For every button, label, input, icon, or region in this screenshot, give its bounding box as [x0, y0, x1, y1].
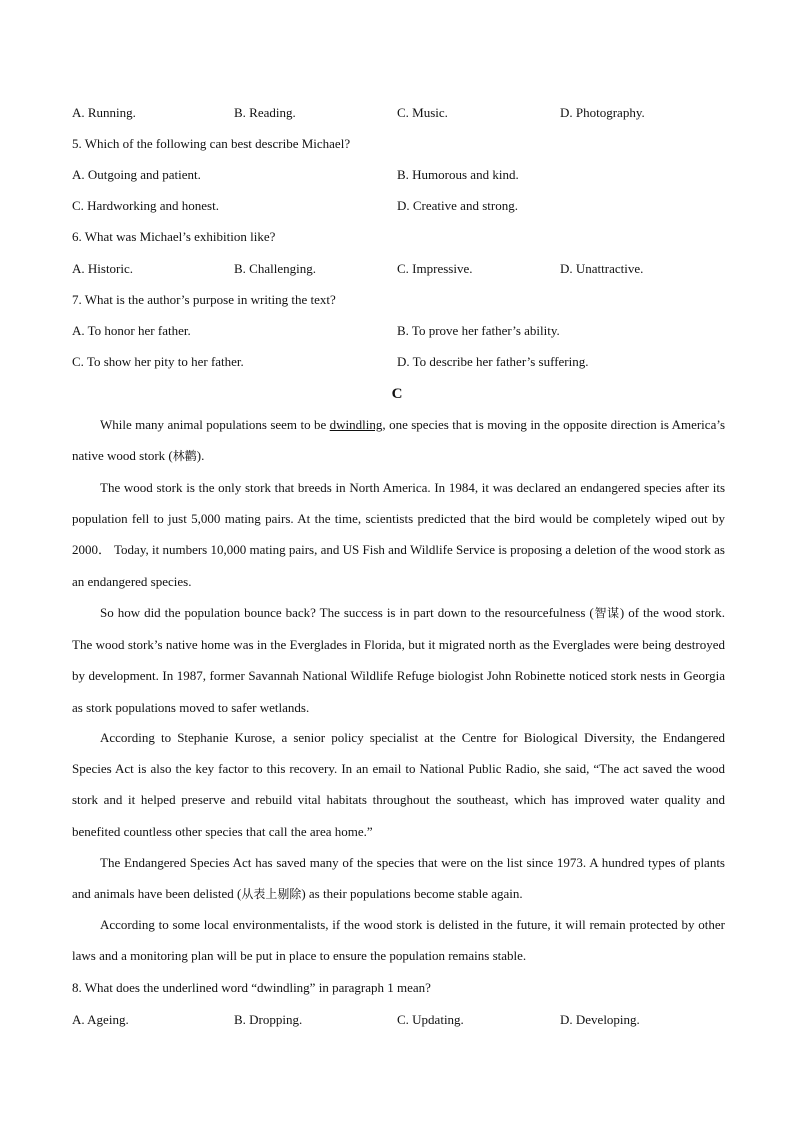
q5-option-a: A. Outgoing and patient.	[72, 167, 201, 182]
passage-paragraph-6	[72, 909, 725, 971]
q5-option-b: B. Humorous and kind.	[397, 167, 519, 182]
p4-text: According to Stephanie Kurose, a senior policy specialist at the Centre for Biological Diversity, the Endangered Species Act is also the key factor to this recovery. In an email to National Public Radio, she said, “The act saved the wood stork and it helped preserve and rebuild vital habitats throughout the southeast, which has improved water quality and benefited countless other species that call the area home.”	[72, 730, 725, 839]
passage-paragraph-1	[72, 409, 725, 472]
q6-option-a: A. Historic.	[72, 261, 134, 276]
q8-question: 8. What does the underlined word “dwindling” in paragraph 1 mean?	[72, 980, 431, 995]
q6-option-b: B. Challenging.	[234, 261, 316, 276]
q6-option-c: C. Impressive.	[397, 261, 473, 276]
q4-option-b: B. Reading.	[234, 105, 296, 120]
passage-paragraph-5	[72, 847, 725, 910]
p5-gloss: 从表上剔除	[241, 887, 302, 902]
q8-option-d: D. Developing.	[560, 1012, 640, 1027]
p3-text-before: So how did the population bounce back? The success is in part down to the resourcefulness (	[100, 605, 594, 620]
p3-gloss: 智谋	[593, 606, 620, 620]
section-heading: C	[391, 386, 403, 402]
p5-text-before: The Endangered Species Act has saved many of the species that were on the list since 1973. A hundred types of plants and animals have been delisted (	[72, 855, 725, 902]
p6-text: According to some local environmentalists, if the wood stork is delisted in the future, it will remain protected by other laws and a monitoring plan will be put in place to ensure the population remains stable.	[72, 917, 725, 964]
p1-text-after: ).	[196, 448, 205, 464]
passage-paragraph-4	[72, 722, 725, 847]
q4-option-c: C. Music.	[397, 105, 448, 120]
p1-gloss: 林鹳	[172, 449, 197, 464]
q7-option-a: A. To honor her father.	[72, 323, 191, 338]
q8-option-a: A. Ageing.	[72, 1012, 129, 1027]
q8-option-c: C. Updating.	[397, 1012, 464, 1027]
q5-option-c: C. Hardworking and honest.	[72, 198, 219, 213]
q8-option-b: B. Dropping.	[234, 1012, 303, 1027]
q7-option-c: C. To show her pity to her father.	[72, 354, 244, 369]
p1-text-middle: , one species that is moving in the opposite direction is America’s native wood stork (	[72, 417, 726, 464]
p3-text-after: ) of the wood stork. The wood stork’s native home was in the Everglades in Florida, but it migrated north as the Everglades were being destroyed by development. In 1987, former Savannah National Wildlife Refuge biologist John Robinette noticed stork nests in Georgia as stork populations moved to safer wetlands.	[72, 605, 725, 715]
q5-option-d: D. Creative and strong.	[397, 198, 518, 213]
p2-text: The wood stork is the only stork that breeds in North America. In 1984, it was declared an endangered species after its population fell to just 5,000 mating pairs. At the time, scientists predicted that the bird would be completely wiped out by 2000． Today, it numbers 10,000 mating pairs, and US Fish and Wildlife Service is proposing a deletion of the wood stork as an endangered species.	[72, 480, 725, 589]
q6-question: 6. What was Michael’s exhibition like?	[72, 229, 276, 244]
q7-option-d: D. To describe her father’s suffering.	[397, 354, 589, 369]
p1-text-before: While many animal populations seem to be	[100, 417, 330, 432]
passage-paragraph-2	[72, 472, 725, 597]
q5-question: 5. Which of the following can best describe Michael?	[72, 136, 351, 151]
q4-option-d: D. Photography.	[560, 105, 645, 120]
underlined-word: dwindling	[329, 417, 383, 432]
q4-option-a: A. Running.	[72, 105, 136, 120]
q7-question: 7. What is the author’s purpose in writing the text?	[72, 292, 336, 307]
p5-text-after: ) as their populations become stable again.	[301, 886, 523, 902]
q7-option-b: B. To prove her father’s ability.	[397, 323, 560, 338]
passage-paragraph-3	[72, 597, 725, 723]
q6-option-d: D. Unattractive.	[560, 261, 644, 276]
